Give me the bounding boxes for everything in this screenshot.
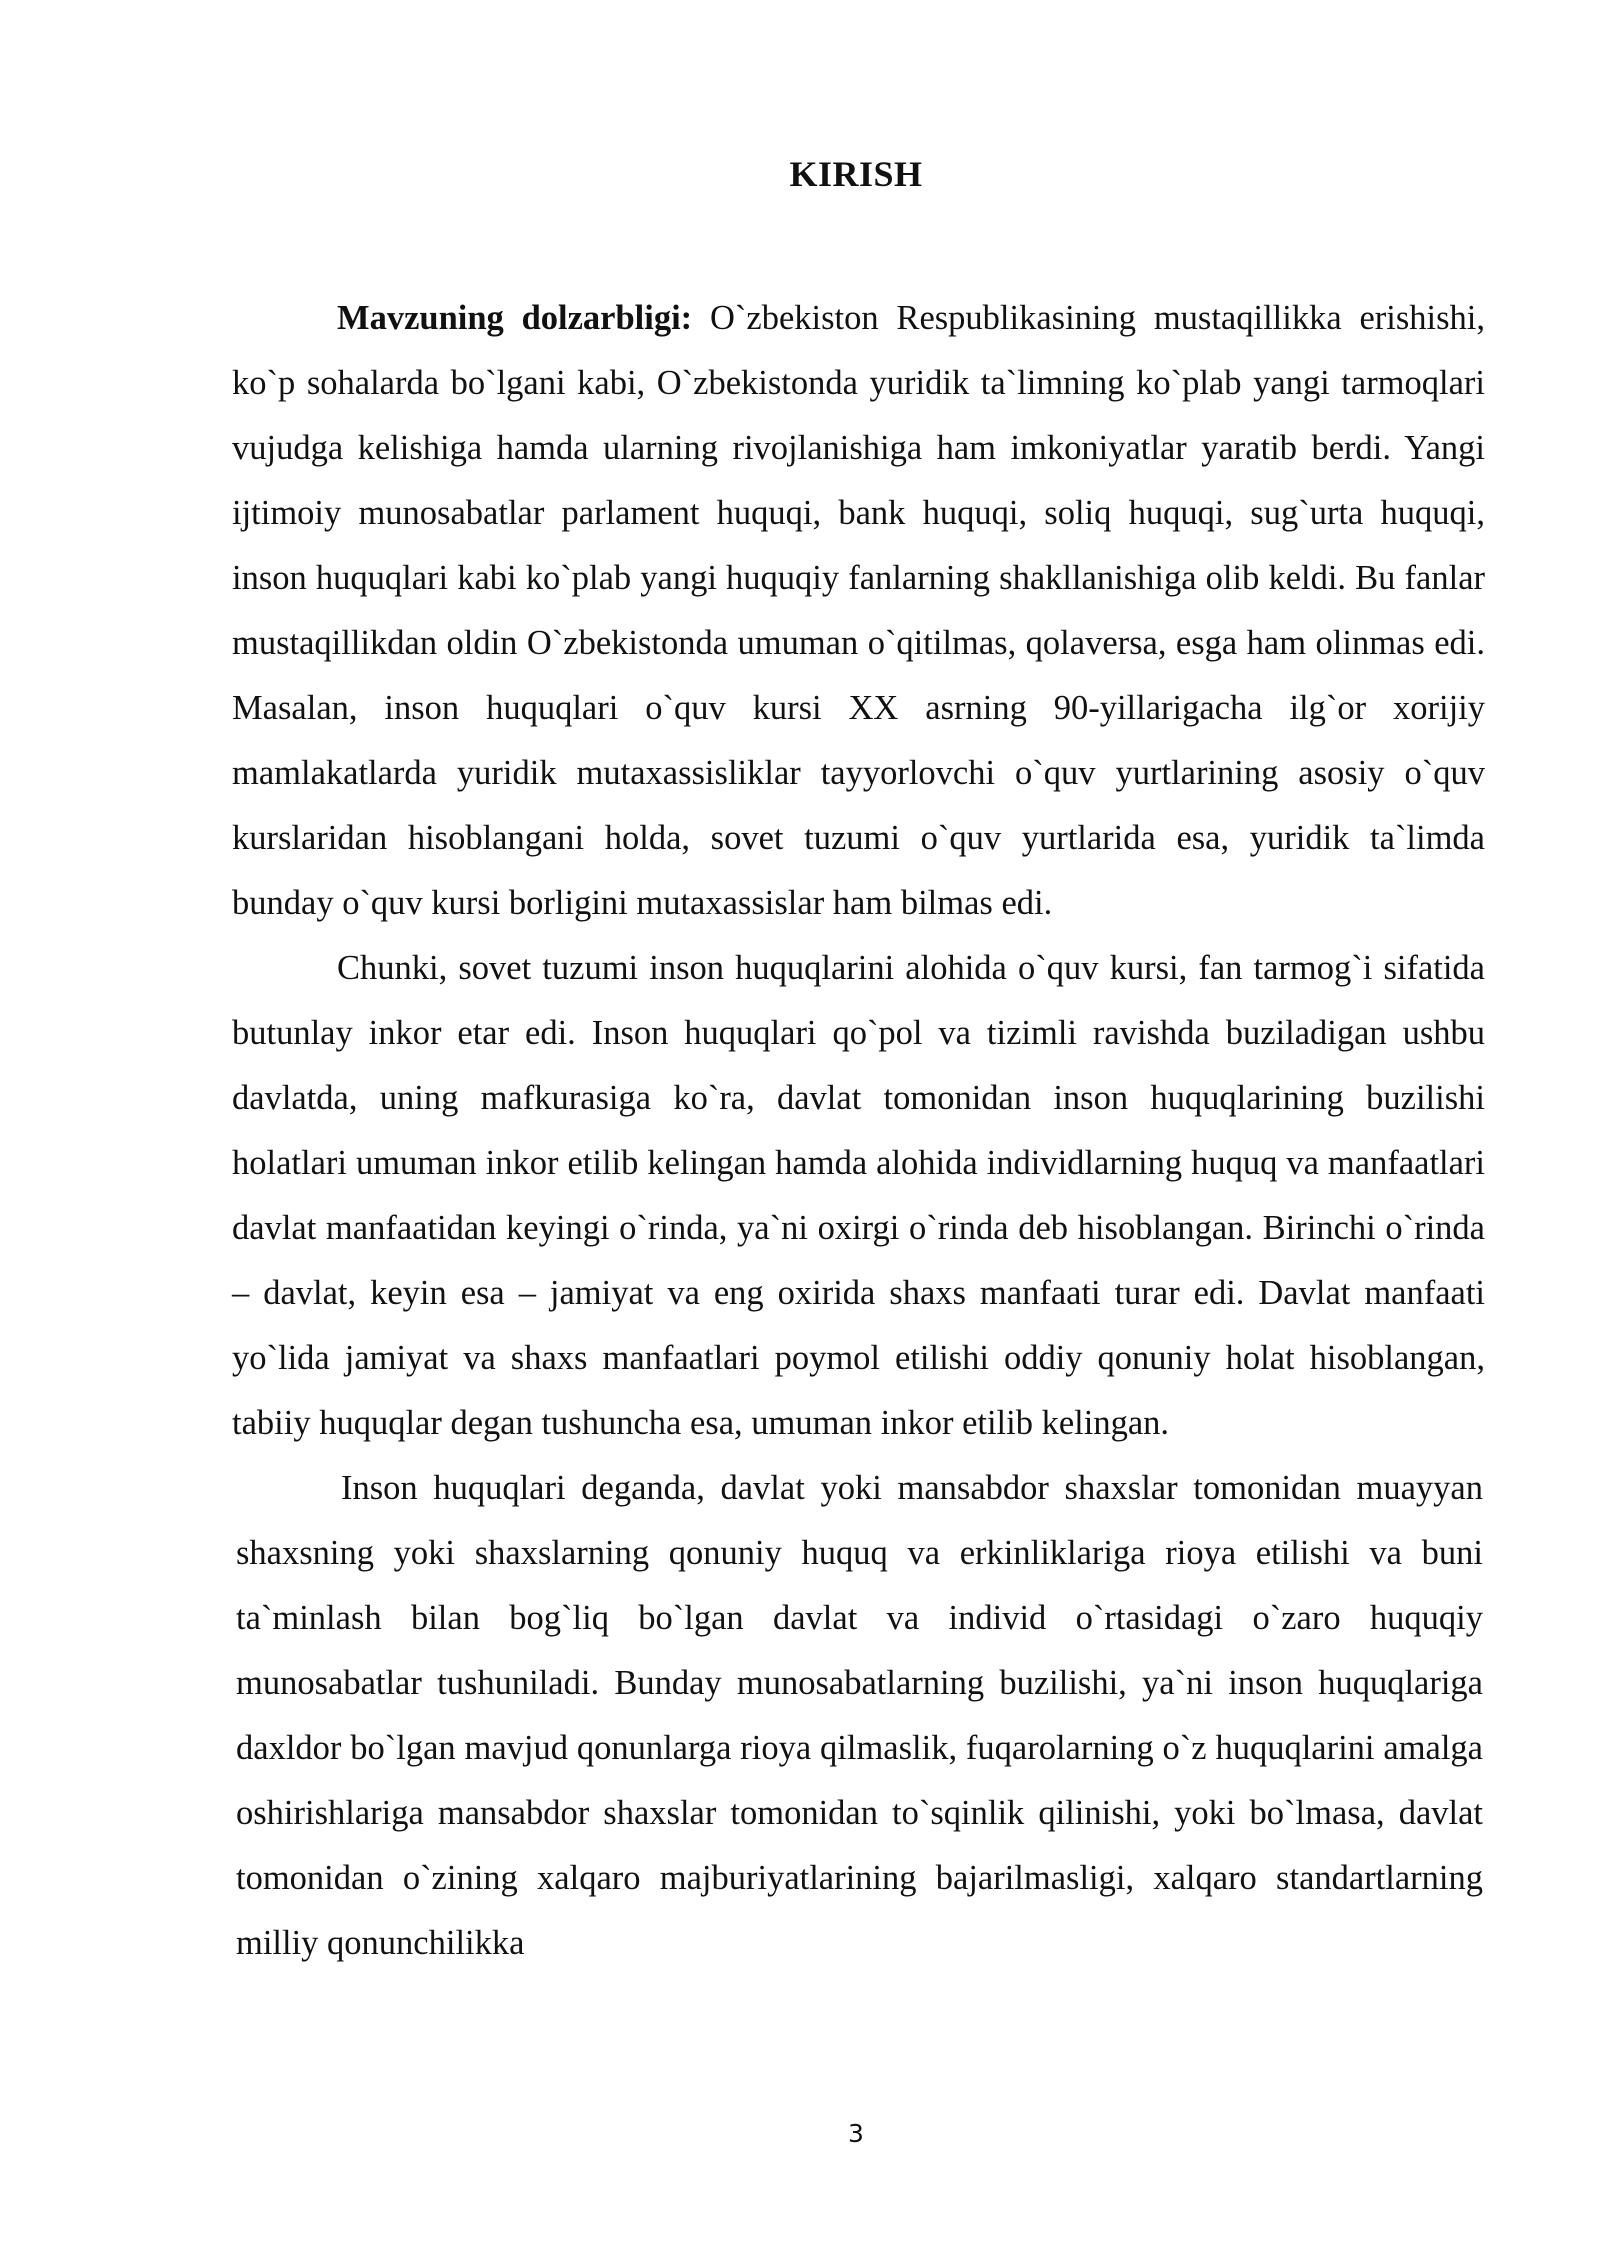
- paragraph-human-rights-definition: Inson huquqlari deganda, davlat yoki mansabdor shaxslar tomonidan muayyan shaxsning yoki shaxslarning qonuniy huquq va erkinliklariga rioya etilishi va buni ta`minlash bilan bog`liq bo`lgan davlat va individ o`rtasidagi o`zaro huquqiy munosabatlar tushuniladi. Bunday munosabatlarning buzilishi, ya`ni inson huquqlariga daxldor bo`lgan mavjud qonunlarga rioya qilmaslik, fuqarolarning o`z huquqlarini amalga oshirishlariga mansabdor shaxslar tomonidan to`sqinlik qilinishi, yoki bo`lmasa, davlat tomonidan o`zining xalqaro majburiyatlarining bajarilmasligi, xalqaro standartlarning milliy qonunchilikka: [236, 1469, 1483, 1962]
- section-heading: KIRISH: [789, 154, 923, 194]
- paragraph-soviet-system: Chunki, sovet tuzumi inson huquqlarini alohida o`quv kursi, fan tarmog`i sifatida butunlay inkor etar edi. Inson huquqlari qo`pol va tizimli ravishda buziladigan ushbu davlatda, uning mafkurasiga ko`ra, davlat tomonidan inson huquqlarining buzilishi holatlari umuman inkor etilib kelingan hamda alohida individlarning huquq va manfaatlari davlat manfaatidan keyingi o`rinda, ya`ni oxirgi o`rinda deb hisoblangan. Birinchi o`rinda – davlat, keyin esa – jamiyat va eng oxirida shaxs manfaati turar edi. Davlat manfaati yo`lida jamiyat va shaxs manfaatlari poymol etilishi oddiy qonuniy holat hisoblangan, tabiiy huquqlar degan tushuncha esa, umuman inkor etilib kelingan.: [232, 949, 1485, 1442]
- page-number: 3: [848, 2119, 864, 2148]
- document-body: [232, 286, 1485, 1976]
- paragraph-lead: Mavzuning dolzarbligi:: [337, 299, 693, 337]
- paragraph-relevance: [232, 286, 1485, 936]
- paragraph-text: O`zbekiston Respublikasining mustaqillikka erishishi, ko`p sohalarda bo`lgani kabi, O`zbekistonda yuridik ta`limning ko`plab yangi tarmoqlari vujudga kelishiga hamda ularning rivojlanishiga ham imkoniyatlar yaratib berdi. Yangi ijtimoiy munosabatlar parlament huquqi, bank huquqi, soliq huquqi, sug`urta huquqi, inson huquqlari kabi ko`plab yangi huquqiy fanlarning shakllanishiga olib keldi. Bu fanlar mustaqillikdan oldin O`zbekistonda umuman o`qitilmas, qolaversa, esga ham olinmas edi. Masalan, inson huquqlari o`quv kursi XX asrning 90-yillarigacha ilg`or xorijiy mamlakatlarda yuridik mutaxassisliklar tayyorlovchi o`quv yurtlarining asosiy o`quv kurslaridan hisoblangani holda, sovet tuzumi o`quv yurtlarida esa, yuridik ta`limda bunday o`quv kursi borligini mutaxassislar ham bilmas edi.: [232, 299, 1485, 922]
